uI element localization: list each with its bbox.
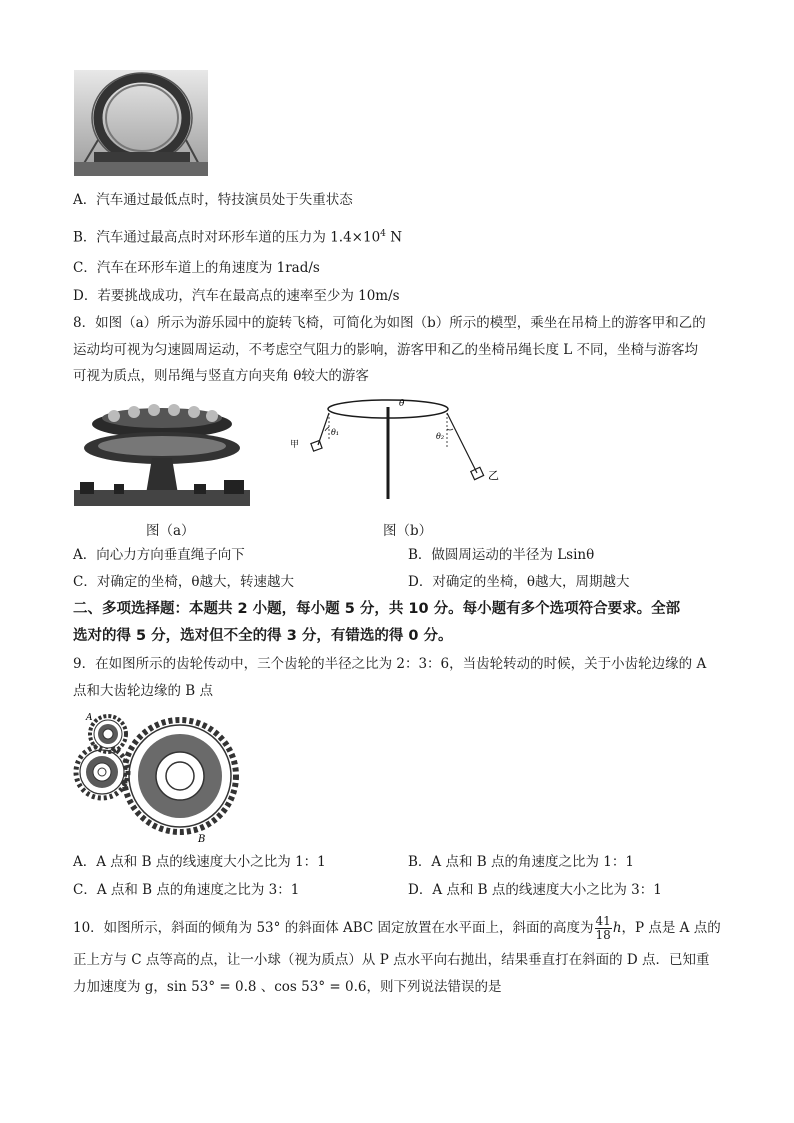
q7-option-d: D．若要挑战成功，汽车在最高点的速率至少为 10m/s	[73, 288, 400, 304]
q8-option-a: A．向心力方向垂直绳子向下	[73, 547, 245, 563]
q9-option-d: D．A 点和 B 点的线速度大小之比为 3：1	[408, 882, 662, 898]
q8-option-d: D．对确定的坐椅，θ越大，周期越大	[408, 574, 630, 590]
q10-height-fraction	[595, 915, 612, 942]
q9-stem-line-1: 9．在如图所示的齿轮传动中，三个齿轮的半径之比为 2：3：6，当齿轮转动的时候，关于小齿轮边缘的 A	[73, 656, 707, 672]
q7-option-b-text: B．汽车通过最高点时对环形车道的压力为 1.4×10	[73, 229, 381, 246]
q9-option-c: C．A 点和 B 点的角速度之比为 3：1	[73, 882, 300, 898]
q10-stem-line-1	[73, 910, 721, 946]
q9-stem-line-2: 点和大齿轮边缘的 B 点	[73, 683, 214, 699]
q8-stem-line-2: 运动均可视为匀速圆周运动，不考虑空气阻力的影响，游客甲和乙的坐椅吊绳长度 L 不同，坐椅与游客均	[73, 342, 699, 358]
q8-stem-line-1: 8．如图（a）所示为游乐园中的旋转飞椅，可简化为如图（b）所示的模型，乘坐在吊椅上的游客甲和乙的	[73, 315, 706, 331]
q8-option-c: C．对确定的坐椅，θ越大，转速越大	[73, 574, 294, 590]
diagram-label-yi: 乙	[488, 469, 499, 482]
q9-option-a: A．A 点和 B 点的线速度大小之比为 1：1	[73, 854, 326, 870]
section-2-heading-line-2: 选对的得 5 分，选对但不全的得 3 分，有错选的得 0 分。	[73, 628, 453, 644]
diagram-label-theta: θ	[399, 399, 405, 409]
q10-stem-line-2: 正上方与 C 点等高的点，让一小球（视为质点）从 P 点水平向右抛出，结果垂直打在斜面的 D 点．已知重	[73, 952, 710, 968]
gear-label-a: A	[86, 713, 93, 723]
q10-stem-line-1-tail: ，P 点是 A 点的	[621, 920, 721, 936]
section-2-heading-line-1: 二、多项选择题：本题共 2 小题，每小题 5 分，共 10 分。每小题有多个选项符合要求。全部	[73, 601, 681, 617]
fraction-variable: h	[612, 920, 622, 936]
diagram-label-theta1: θ₁	[331, 428, 340, 437]
q9-option-b: B．A 点和 B 点的角速度之比为 1：1	[408, 854, 634, 870]
diagram-label-theta2: θ₂	[436, 432, 445, 441]
q8-stem-line-3: 可视为质点，则吊绳与竖直方向夹角 θ较大的游客	[73, 368, 369, 384]
q8-option-b: B．做圆周运动的半径为 Lsinθ	[408, 547, 595, 563]
q7-option-a: A．汽车通过最低点时，特技演员处于失重状态	[73, 192, 353, 208]
fraction-numerator: 41	[595, 914, 611, 928]
figure-b-caption: 图（b）	[383, 523, 433, 539]
loop-track-photo	[74, 70, 208, 176]
figure-a-caption: 图（a）	[146, 523, 195, 539]
fraction-denominator: 18	[595, 928, 611, 942]
q10-stem-line-3: 力加速度为 g，sin 53° = 0.8 、cos 53° = 0.6，则下列说法错误的是	[73, 979, 502, 995]
gear-train-diagram	[72, 710, 240, 844]
q7-option-b-exponent: 4	[380, 229, 386, 239]
q7-option-c: C．汽车在环形车道上的角速度为 1rad/s	[73, 260, 320, 276]
q10-stem-line-1-text: 10．如图所示，斜面的倾角为 53° 的斜面体 ABC 固定放置在水平面上，斜面的高度为	[73, 920, 594, 936]
q7-option-b	[73, 224, 402, 248]
swing-ride-photo	[74, 398, 250, 506]
gear-label-b: B	[198, 834, 206, 844]
q7-option-b-unit: N	[385, 229, 403, 246]
swing-model-diagram	[282, 393, 522, 505]
diagram-label-jia: 甲	[290, 440, 300, 450]
